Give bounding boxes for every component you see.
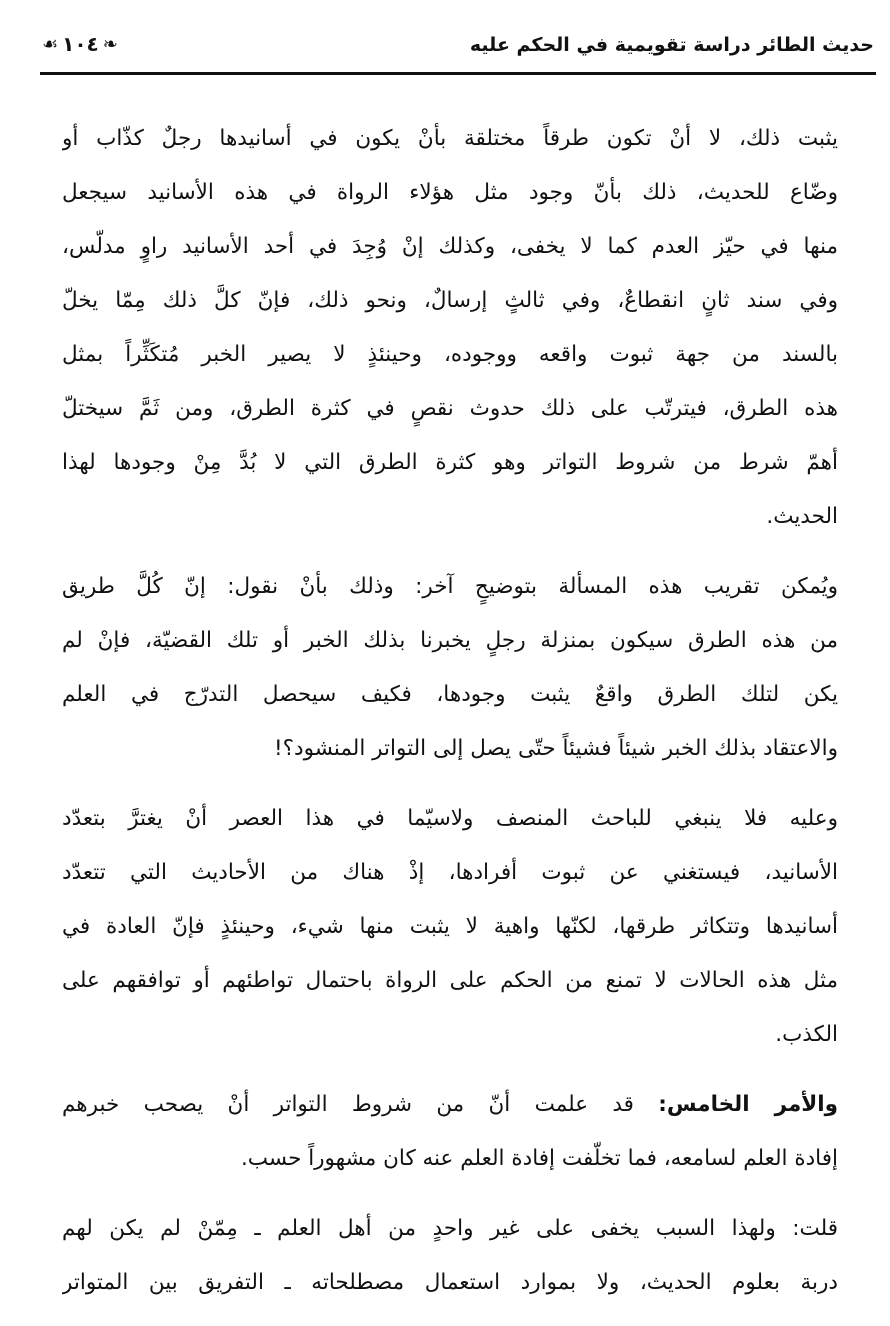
paragraph-2: [62, 560, 838, 776]
paragraph-5: [62, 1202, 838, 1310]
text-line: دربة بعلوم الحديث، ولا بموارد استعمال مصطلحاته ـ التفريق بين المتواتر: [62, 1270, 838, 1295]
paragraph-3: [62, 792, 838, 1062]
paragraph-1: [62, 112, 838, 544]
text-line: الأسانيد، فيستغني عن ثبوت أفرادها، إذْ هناك من الأحاديث التي تتعدّد: [62, 860, 838, 885]
text-line: يكن لتلك الطرق واقعٌ يثبت وجودها، فكيف سيحصل التدرّج في العلم: [62, 682, 838, 707]
text-line: منها في حيّز العدم كما لا يخفى، وكذلك إنْ وُجِدَ في أحد الأسانيد راوٍ مدلّس،: [62, 234, 838, 259]
text-line: الحديث.: [766, 504, 838, 529]
text-line: والاعتقاد بذلك الخبر شيئاً فشيئاً حتّى يصل إلى التواتر المنشود؟!: [274, 736, 838, 761]
text-line: يثبت ذلك، لا أنْ تكون طرقاً مختلقة بأنْ يكون في أسانيدها رجلٌ كذّاب أو: [62, 126, 838, 151]
text-span: قد علمت أنّ من شروط التواتر أنْ يصحب خبرهم: [62, 1092, 634, 1117]
text-line: وفي سند ثانٍ انقطاعٌ، وفي ثالثٍ إرسالٌ، ونحو ذلك، فإنّ كلَّ ذلك مِمّا يخلّ: [62, 288, 838, 313]
text-line: قلت: ولهذا السبب يخفى على غير واحدٍ من أهل العلم ـ مِمّنْ لم يكن لهم: [62, 1216, 838, 1241]
ornament-icon: ❧: [102, 33, 118, 55]
page-body: [62, 112, 838, 1326]
page-number: [42, 32, 118, 56]
paragraph-4: [62, 1078, 838, 1186]
running-title: حديث الطائر دراسة تقويمية في الحكم عليه: [469, 34, 874, 56]
ornament-icon: ☙: [42, 33, 59, 55]
text-line: [62, 1078, 838, 1132]
paragraph-lead: والأمر الخامس:: [658, 1092, 838, 1117]
text-line: هذه الطرق، فيترتّب على ذلك حدوث نقصٍ في كثرة الطرق، ومن ثَمَّ سيختلّ: [62, 396, 838, 421]
text-line: وعليه فلا ينبغي للباحث المنصف ولاسيّما في هذا العصر أنْ يغترَّ بتعدّد: [62, 806, 838, 831]
text-line: بالسند من جهة ثبوت واقعه ووجوده، وحينئذٍ لا يصير الخبر مُتكَثِّراً بمثل: [62, 342, 838, 367]
text-line: أهمّ شرط من شروط التواتر وهو كثرة الطرق التي لا بُدَّ مِنْ وجودها لهذا: [62, 450, 838, 475]
text-line: من هذه الطرق سيكون بمنزلة رجلٍ يخبرنا بذلك الخبر أو تلك القضيّة، فإنْ لم: [62, 628, 838, 653]
text-line: أسانيدها وتتكاثر طرقها، لكنّها واهية لا يثبت منها شيء، وحينئذٍ فإنّ العادة في: [62, 914, 838, 939]
text-line: ويُمكن تقريب هذه المسألة بتوضيحٍ آخر: وذلك بأنْ نقول: إنّ كُلَّ طريق: [62, 574, 838, 599]
text-line: إفادة العلم لسامعه، فما تخلّفت إفادة العلم عنه كان مشهوراً حسب.: [240, 1146, 838, 1171]
text-line: مثل هذه الحالات لا تمنع من الحكم على الرواة باحتمال تواطئهم أو توافقهم على: [62, 968, 838, 993]
text-line: الكذب.: [775, 1022, 838, 1047]
page-number-text: ١٠٤: [62, 32, 99, 56]
text-line: وضّاع للحديث، ذلك بأنّ وجود مثل هؤلاء الرواة في هذه الأسانيد سيجعل: [62, 180, 838, 205]
running-header: [40, 30, 876, 75]
